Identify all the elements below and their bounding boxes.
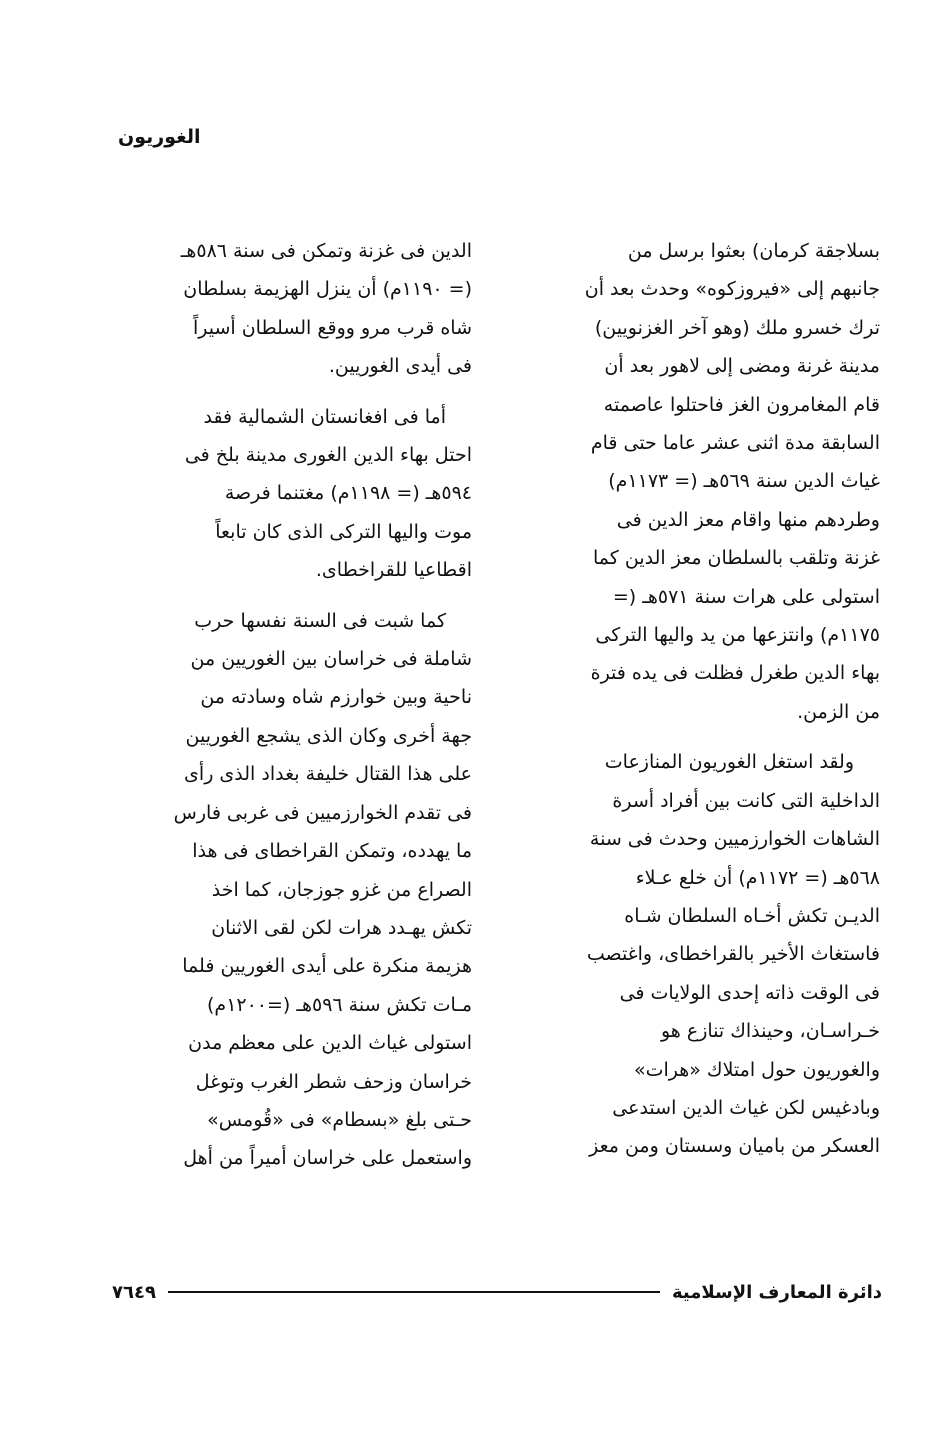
right-column — [528, 232, 880, 1232]
paragraph: ولقد استغل الغوريون المنازعات الداخلية التى كانت بين أفراد أسرة الشاهات الخوارزميين وحدث فى سنة ٥٦٨هـ (= ١١٧٢م) أن خلع عـلاء الديـن تكش أخـاه السلطان شـاه فاستغاث الأخير بالقراخطاى، واغتصب فى الوقت ذاته إحدى الولايات فى خـراسـان، وحينذاك تنازع هو والغوريون حول امتلاك «هرات» وبادغيس لكن غياث الدين استدعى العسكر من باميان وسستان ومن معز — [586, 751, 880, 1158]
paragraph: أما فى افغانستان الشمالية فقد احتل بهاء الدين الغورى مدينة بلخ فى ٥٩٤هـ (= ١١٩٨م) مغتنما فرصة موت واليها التركى الذى كان تابعاً اقطاعيا للقراخطاى. — [184, 405, 472, 582]
footer-journal-title: دائرة المعارف الإسلامية — [671, 1281, 882, 1303]
running-head: الغوريون — [118, 126, 201, 148]
footer-rule — [168, 1291, 660, 1293]
paragraph: بسلاجقة كرمان) بعثوا برسل من جانبهم إلى «فيروزكوه» وحدث بعد أن ترك خسرو ملك (وهو آخر الغزنويين) مدينة غرنة ومضى إلى لاهور بعد أن قام المغامرون الغز فاحتلوا عاصمته السابقة مدة اثنى عشر عاما حتى قام غياث الدين سنة ٥٦٩هـ (= ١١٧٣م) وطردهم منها واقام معز الدين فى غزنة وتلقب بالسلطان معز الدين كما استولى على هرات سنة ٥٧١هـ (= ١١٧٥م) وانتزعها من يد واليها التركى بهاء الدين طغرل فظلت فى يده فترة من الزمن. — [584, 240, 880, 723]
paragraph: كما شبت فى السنة نفسها حرب شاملة فى خراسان بين الغوريين من ناحية وبين خوارزم شاه وسادته من جهة أخرى وكان الذى يشجع الغوريين على هذا القتال خليفة بغداد الذى رأى فى تقدم الخوارزميين فى غربى فارس ما يهدده، وتمكن القراخطاى فى هذا الصراع من غزو جوزجان، كما اخذ تكش يهـدد هرات لكن لقى الاثنان هزيمة منكرة على أيدى الغوريين فلما مـات تكش سنة ٥٩٦هـ (=١٢٠٠م) استولى غياث الدين على معظم مدن خراسان وزحف شطر الغرب وتوغل حـتى بلغ «بسطام» فى «قُومس» واستعمل على خراسان أميراً من أهل — [173, 609, 472, 1170]
paragraph: الدين فى غزنة وتمكن فى سنة ٥٨٦هـ (= ١١٩٠م) أن ينزل الهزيمة بسلطان شاه قرب مرو ووقع السلطان أسيراً فى أيدى الغوريين. — [180, 240, 472, 378]
page-number: ٧٦٤٩ — [112, 1281, 156, 1303]
page-footer — [112, 1275, 882, 1309]
left-column — [112, 232, 472, 1232]
